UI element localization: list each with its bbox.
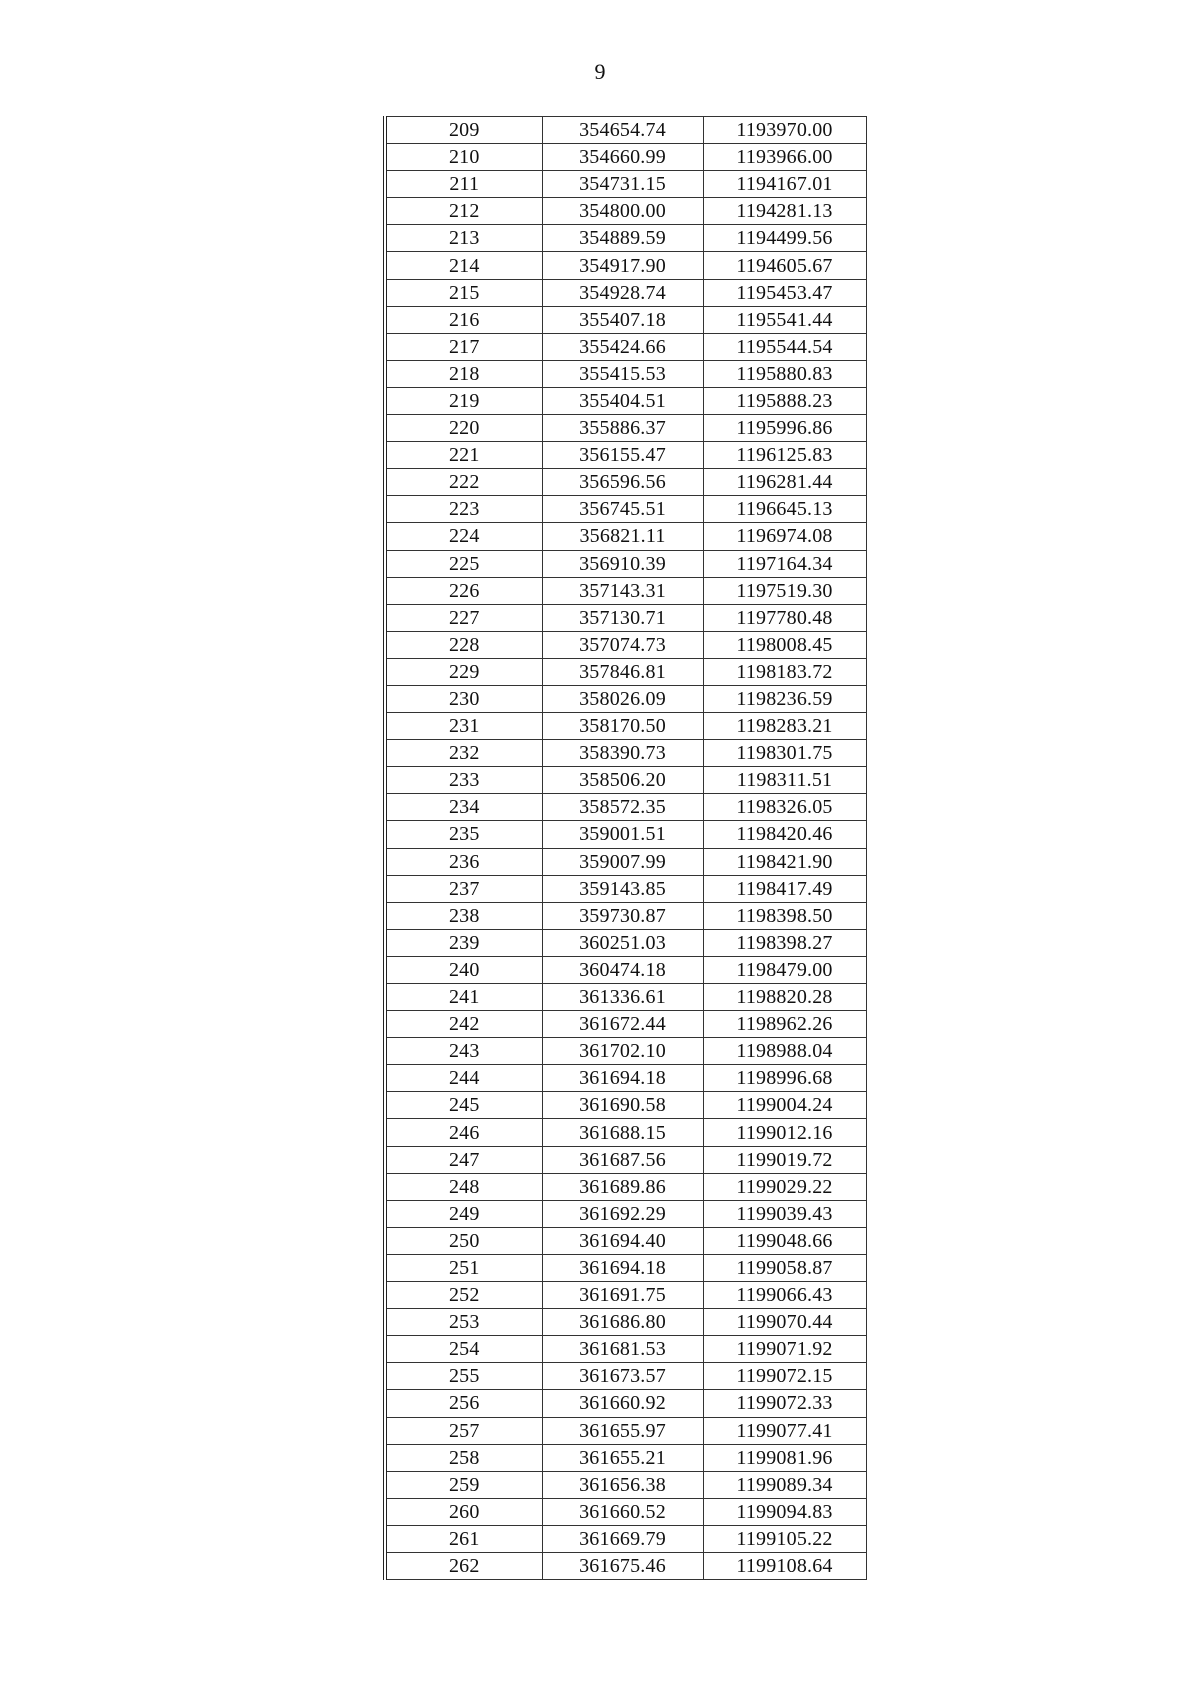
y-coordinate-cell: 1199081.96: [703, 1444, 866, 1471]
x-coordinate-cell: 355424.66: [542, 333, 703, 360]
table-row: [385, 1146, 866, 1173]
point-number-cell: 230: [385, 685, 542, 712]
point-number-cell: 226: [385, 577, 542, 604]
y-coordinate-cell: 1199058.87: [703, 1254, 866, 1281]
point-number-cell: 262: [385, 1552, 542, 1579]
table-row: [385, 1282, 866, 1309]
y-coordinate-cell: 1198420.46: [703, 821, 866, 848]
x-coordinate-cell: 359730.87: [542, 902, 703, 929]
x-coordinate-cell: 361655.97: [542, 1417, 703, 1444]
point-number-cell: 235: [385, 821, 542, 848]
point-number-cell: 211: [385, 171, 542, 198]
y-coordinate-cell: 1198301.75: [703, 740, 866, 767]
point-number-cell: 247: [385, 1146, 542, 1173]
y-coordinate-cell: 1199072.15: [703, 1363, 866, 1390]
y-coordinate-cell: 1195544.54: [703, 333, 866, 360]
point-number-cell: 231: [385, 713, 542, 740]
table-row: [385, 1254, 866, 1281]
point-number-cell: 210: [385, 144, 542, 171]
y-coordinate-cell: 1197519.30: [703, 577, 866, 604]
table-row: [385, 902, 866, 929]
point-number-cell: 209: [385, 117, 542, 144]
y-coordinate-cell: 1198311.51: [703, 767, 866, 794]
coordinates-table-body: [385, 117, 866, 1580]
x-coordinate-cell: 360251.03: [542, 929, 703, 956]
point-number-cell: 256: [385, 1390, 542, 1417]
x-coordinate-cell: 361694.18: [542, 1065, 703, 1092]
table-row: [385, 794, 866, 821]
table-row: [385, 360, 866, 387]
point-number-cell: 224: [385, 523, 542, 550]
table-row: [385, 1471, 866, 1498]
y-coordinate-cell: 1199070.44: [703, 1309, 866, 1336]
point-number-cell: 236: [385, 848, 542, 875]
y-coordinate-cell: 1198398.50: [703, 902, 866, 929]
x-coordinate-cell: 354917.90: [542, 252, 703, 279]
point-number-cell: 227: [385, 604, 542, 631]
point-number-cell: 248: [385, 1173, 542, 1200]
x-coordinate-cell: 356596.56: [542, 469, 703, 496]
table-row: [385, 1363, 866, 1390]
x-coordinate-cell: 361672.44: [542, 1011, 703, 1038]
table-row: [385, 1173, 866, 1200]
y-coordinate-cell: 1199108.64: [703, 1552, 866, 1579]
y-coordinate-cell: 1199048.66: [703, 1227, 866, 1254]
y-coordinate-cell: 1198417.49: [703, 875, 866, 902]
x-coordinate-cell: 361686.80: [542, 1309, 703, 1336]
point-number-cell: 229: [385, 658, 542, 685]
x-coordinate-cell: 361655.21: [542, 1444, 703, 1471]
table-row: [385, 1065, 866, 1092]
x-coordinate-cell: 361681.53: [542, 1336, 703, 1363]
table-row: [385, 387, 866, 414]
y-coordinate-cell: 1198421.90: [703, 848, 866, 875]
x-coordinate-cell: 355407.18: [542, 306, 703, 333]
point-number-cell: 260: [385, 1498, 542, 1525]
point-number-cell: 258: [385, 1444, 542, 1471]
x-coordinate-cell: 356910.39: [542, 550, 703, 577]
x-coordinate-cell: 358572.35: [542, 794, 703, 821]
table-row: [385, 1525, 866, 1552]
point-number-cell: 252: [385, 1282, 542, 1309]
x-coordinate-cell: 358026.09: [542, 685, 703, 712]
point-number-cell: 246: [385, 1119, 542, 1146]
point-number-cell: 251: [385, 1254, 542, 1281]
table-row: [385, 198, 866, 225]
y-coordinate-cell: 1197164.34: [703, 550, 866, 577]
point-number-cell: 250: [385, 1227, 542, 1254]
table-row: [385, 984, 866, 1011]
x-coordinate-cell: 356745.51: [542, 496, 703, 523]
table-row: [385, 252, 866, 279]
point-number-cell: 239: [385, 929, 542, 956]
table-row: [385, 685, 866, 712]
point-number-cell: 216: [385, 306, 542, 333]
table-row: [385, 1417, 866, 1444]
x-coordinate-cell: 361690.58: [542, 1092, 703, 1119]
x-coordinate-cell: 354928.74: [542, 279, 703, 306]
y-coordinate-cell: 1198820.28: [703, 984, 866, 1011]
x-coordinate-cell: 359007.99: [542, 848, 703, 875]
x-coordinate-cell: 361688.15: [542, 1119, 703, 1146]
table-row: [385, 171, 866, 198]
y-coordinate-cell: 1196974.08: [703, 523, 866, 550]
y-coordinate-cell: 1194167.01: [703, 171, 866, 198]
x-coordinate-cell: 354800.00: [542, 198, 703, 225]
x-coordinate-cell: 357074.73: [542, 631, 703, 658]
y-coordinate-cell: 1198962.26: [703, 1011, 866, 1038]
y-coordinate-cell: 1194499.56: [703, 225, 866, 252]
x-coordinate-cell: 356821.11: [542, 523, 703, 550]
x-coordinate-cell: 355886.37: [542, 415, 703, 442]
table-row: [385, 604, 866, 631]
point-number-cell: 243: [385, 1038, 542, 1065]
y-coordinate-cell: 1195453.47: [703, 279, 866, 306]
y-coordinate-cell: 1199089.34: [703, 1471, 866, 1498]
table-row: [385, 848, 866, 875]
x-coordinate-cell: 355404.51: [542, 387, 703, 414]
table-row: [385, 496, 866, 523]
y-coordinate-cell: 1199019.72: [703, 1146, 866, 1173]
y-coordinate-cell: 1196281.44: [703, 469, 866, 496]
x-coordinate-cell: 356155.47: [542, 442, 703, 469]
y-coordinate-cell: 1198236.59: [703, 685, 866, 712]
y-coordinate-cell: 1196645.13: [703, 496, 866, 523]
table-row: [385, 1200, 866, 1227]
point-number-cell: 254: [385, 1336, 542, 1363]
y-coordinate-cell: 1199039.43: [703, 1200, 866, 1227]
point-number-cell: 255: [385, 1363, 542, 1390]
table-row: [385, 631, 866, 658]
x-coordinate-cell: 361673.57: [542, 1363, 703, 1390]
x-coordinate-cell: 354731.15: [542, 171, 703, 198]
point-number-cell: 223: [385, 496, 542, 523]
y-coordinate-cell: 1195541.44: [703, 306, 866, 333]
table-row: [385, 1336, 866, 1363]
x-coordinate-cell: 360474.18: [542, 956, 703, 983]
point-number-cell: 261: [385, 1525, 542, 1552]
point-number-cell: 215: [385, 279, 542, 306]
point-number-cell: 219: [385, 387, 542, 414]
table-row: [385, 956, 866, 983]
table-row: [385, 740, 866, 767]
x-coordinate-cell: 361675.46: [542, 1552, 703, 1579]
point-number-cell: 249: [385, 1200, 542, 1227]
x-coordinate-cell: 361656.38: [542, 1471, 703, 1498]
point-number-cell: 233: [385, 767, 542, 794]
table-row: [385, 1390, 866, 1417]
point-number-cell: 222: [385, 469, 542, 496]
table-row: [385, 523, 866, 550]
table-row: [385, 1498, 866, 1525]
point-number-cell: 221: [385, 442, 542, 469]
x-coordinate-cell: 354654.74: [542, 117, 703, 144]
x-coordinate-cell: 361691.75: [542, 1282, 703, 1309]
y-coordinate-cell: 1195996.86: [703, 415, 866, 442]
y-coordinate-cell: 1193970.00: [703, 117, 866, 144]
table-row: [385, 1038, 866, 1065]
point-number-cell: 238: [385, 902, 542, 929]
point-number-cell: 240: [385, 956, 542, 983]
table-row: [385, 279, 866, 306]
y-coordinate-cell: 1199071.92: [703, 1336, 866, 1363]
table-row: [385, 1011, 866, 1038]
table-row: [385, 929, 866, 956]
point-number-cell: 259: [385, 1471, 542, 1498]
point-number-cell: 241: [385, 984, 542, 1011]
y-coordinate-cell: 1198183.72: [703, 658, 866, 685]
x-coordinate-cell: 361692.29: [542, 1200, 703, 1227]
table-row: [385, 1552, 866, 1579]
y-coordinate-cell: 1194605.67: [703, 252, 866, 279]
y-coordinate-cell: 1195888.23: [703, 387, 866, 414]
table-row: [385, 658, 866, 685]
table-row: [385, 469, 866, 496]
y-coordinate-cell: 1198996.68: [703, 1065, 866, 1092]
y-coordinate-cell: 1199012.16: [703, 1119, 866, 1146]
table-row: [385, 1444, 866, 1471]
y-coordinate-cell: 1199072.33: [703, 1390, 866, 1417]
x-coordinate-cell: 354660.99: [542, 144, 703, 171]
point-number-cell: 253: [385, 1309, 542, 1336]
y-coordinate-cell: 1194281.13: [703, 198, 866, 225]
y-coordinate-cell: 1198398.27: [703, 929, 866, 956]
point-number-cell: 245: [385, 1092, 542, 1119]
point-number-cell: 244: [385, 1065, 542, 1092]
table-row: [385, 225, 866, 252]
table-row: [385, 415, 866, 442]
y-coordinate-cell: 1198283.21: [703, 713, 866, 740]
x-coordinate-cell: 361660.52: [542, 1498, 703, 1525]
table-row: [385, 306, 866, 333]
x-coordinate-cell: 361694.18: [542, 1254, 703, 1281]
table-row: [385, 821, 866, 848]
point-number-cell: 213: [385, 225, 542, 252]
table-row: [385, 1092, 866, 1119]
point-number-cell: 228: [385, 631, 542, 658]
table-row: [385, 767, 866, 794]
point-number-cell: 242: [385, 1011, 542, 1038]
x-coordinate-cell: 357130.71: [542, 604, 703, 631]
table-row: [385, 144, 866, 171]
x-coordinate-cell: 358170.50: [542, 713, 703, 740]
coordinates-table: [383, 116, 867, 1580]
point-number-cell: 257: [385, 1417, 542, 1444]
table-row: [385, 1227, 866, 1254]
table-row: [385, 442, 866, 469]
x-coordinate-cell: 361669.79: [542, 1525, 703, 1552]
page-number: 9: [594, 59, 606, 84]
y-coordinate-cell: 1198326.05: [703, 794, 866, 821]
point-number-cell: 232: [385, 740, 542, 767]
x-coordinate-cell: 361689.86: [542, 1173, 703, 1200]
table-row: [385, 1309, 866, 1336]
point-number-cell: 214: [385, 252, 542, 279]
point-number-cell: 225: [385, 550, 542, 577]
x-coordinate-cell: 361660.92: [542, 1390, 703, 1417]
table-row: [385, 713, 866, 740]
x-coordinate-cell: 361702.10: [542, 1038, 703, 1065]
y-coordinate-cell: 1198008.45: [703, 631, 866, 658]
table-row: [385, 550, 866, 577]
point-number-cell: 237: [385, 875, 542, 902]
point-number-cell: 212: [385, 198, 542, 225]
y-coordinate-cell: 1199077.41: [703, 1417, 866, 1444]
x-coordinate-cell: 359001.51: [542, 821, 703, 848]
y-coordinate-cell: 1197780.48: [703, 604, 866, 631]
point-number-cell: 217: [385, 333, 542, 360]
x-coordinate-cell: 361687.56: [542, 1146, 703, 1173]
x-coordinate-cell: 357846.81: [542, 658, 703, 685]
point-number-cell: 220: [385, 415, 542, 442]
x-coordinate-cell: 354889.59: [542, 225, 703, 252]
point-number-cell: 234: [385, 794, 542, 821]
y-coordinate-cell: 1196125.83: [703, 442, 866, 469]
x-coordinate-cell: 355415.53: [542, 360, 703, 387]
y-coordinate-cell: 1199029.22: [703, 1173, 866, 1200]
table-row: [385, 577, 866, 604]
y-coordinate-cell: 1199094.83: [703, 1498, 866, 1525]
x-coordinate-cell: 361694.40: [542, 1227, 703, 1254]
table-row: [385, 117, 866, 144]
y-coordinate-cell: 1199105.22: [703, 1525, 866, 1552]
x-coordinate-cell: 357143.31: [542, 577, 703, 604]
table-row: [385, 1119, 866, 1146]
y-coordinate-cell: 1199066.43: [703, 1282, 866, 1309]
x-coordinate-cell: 358390.73: [542, 740, 703, 767]
x-coordinate-cell: 358506.20: [542, 767, 703, 794]
table-row: [385, 333, 866, 360]
y-coordinate-cell: 1193966.00: [703, 144, 866, 171]
point-number-cell: 218: [385, 360, 542, 387]
y-coordinate-cell: 1198479.00: [703, 956, 866, 983]
x-coordinate-cell: 359143.85: [542, 875, 703, 902]
y-coordinate-cell: 1198988.04: [703, 1038, 866, 1065]
y-coordinate-cell: 1199004.24: [703, 1092, 866, 1119]
x-coordinate-cell: 361336.61: [542, 984, 703, 1011]
y-coordinate-cell: 1195880.83: [703, 360, 866, 387]
table-row: [385, 875, 866, 902]
